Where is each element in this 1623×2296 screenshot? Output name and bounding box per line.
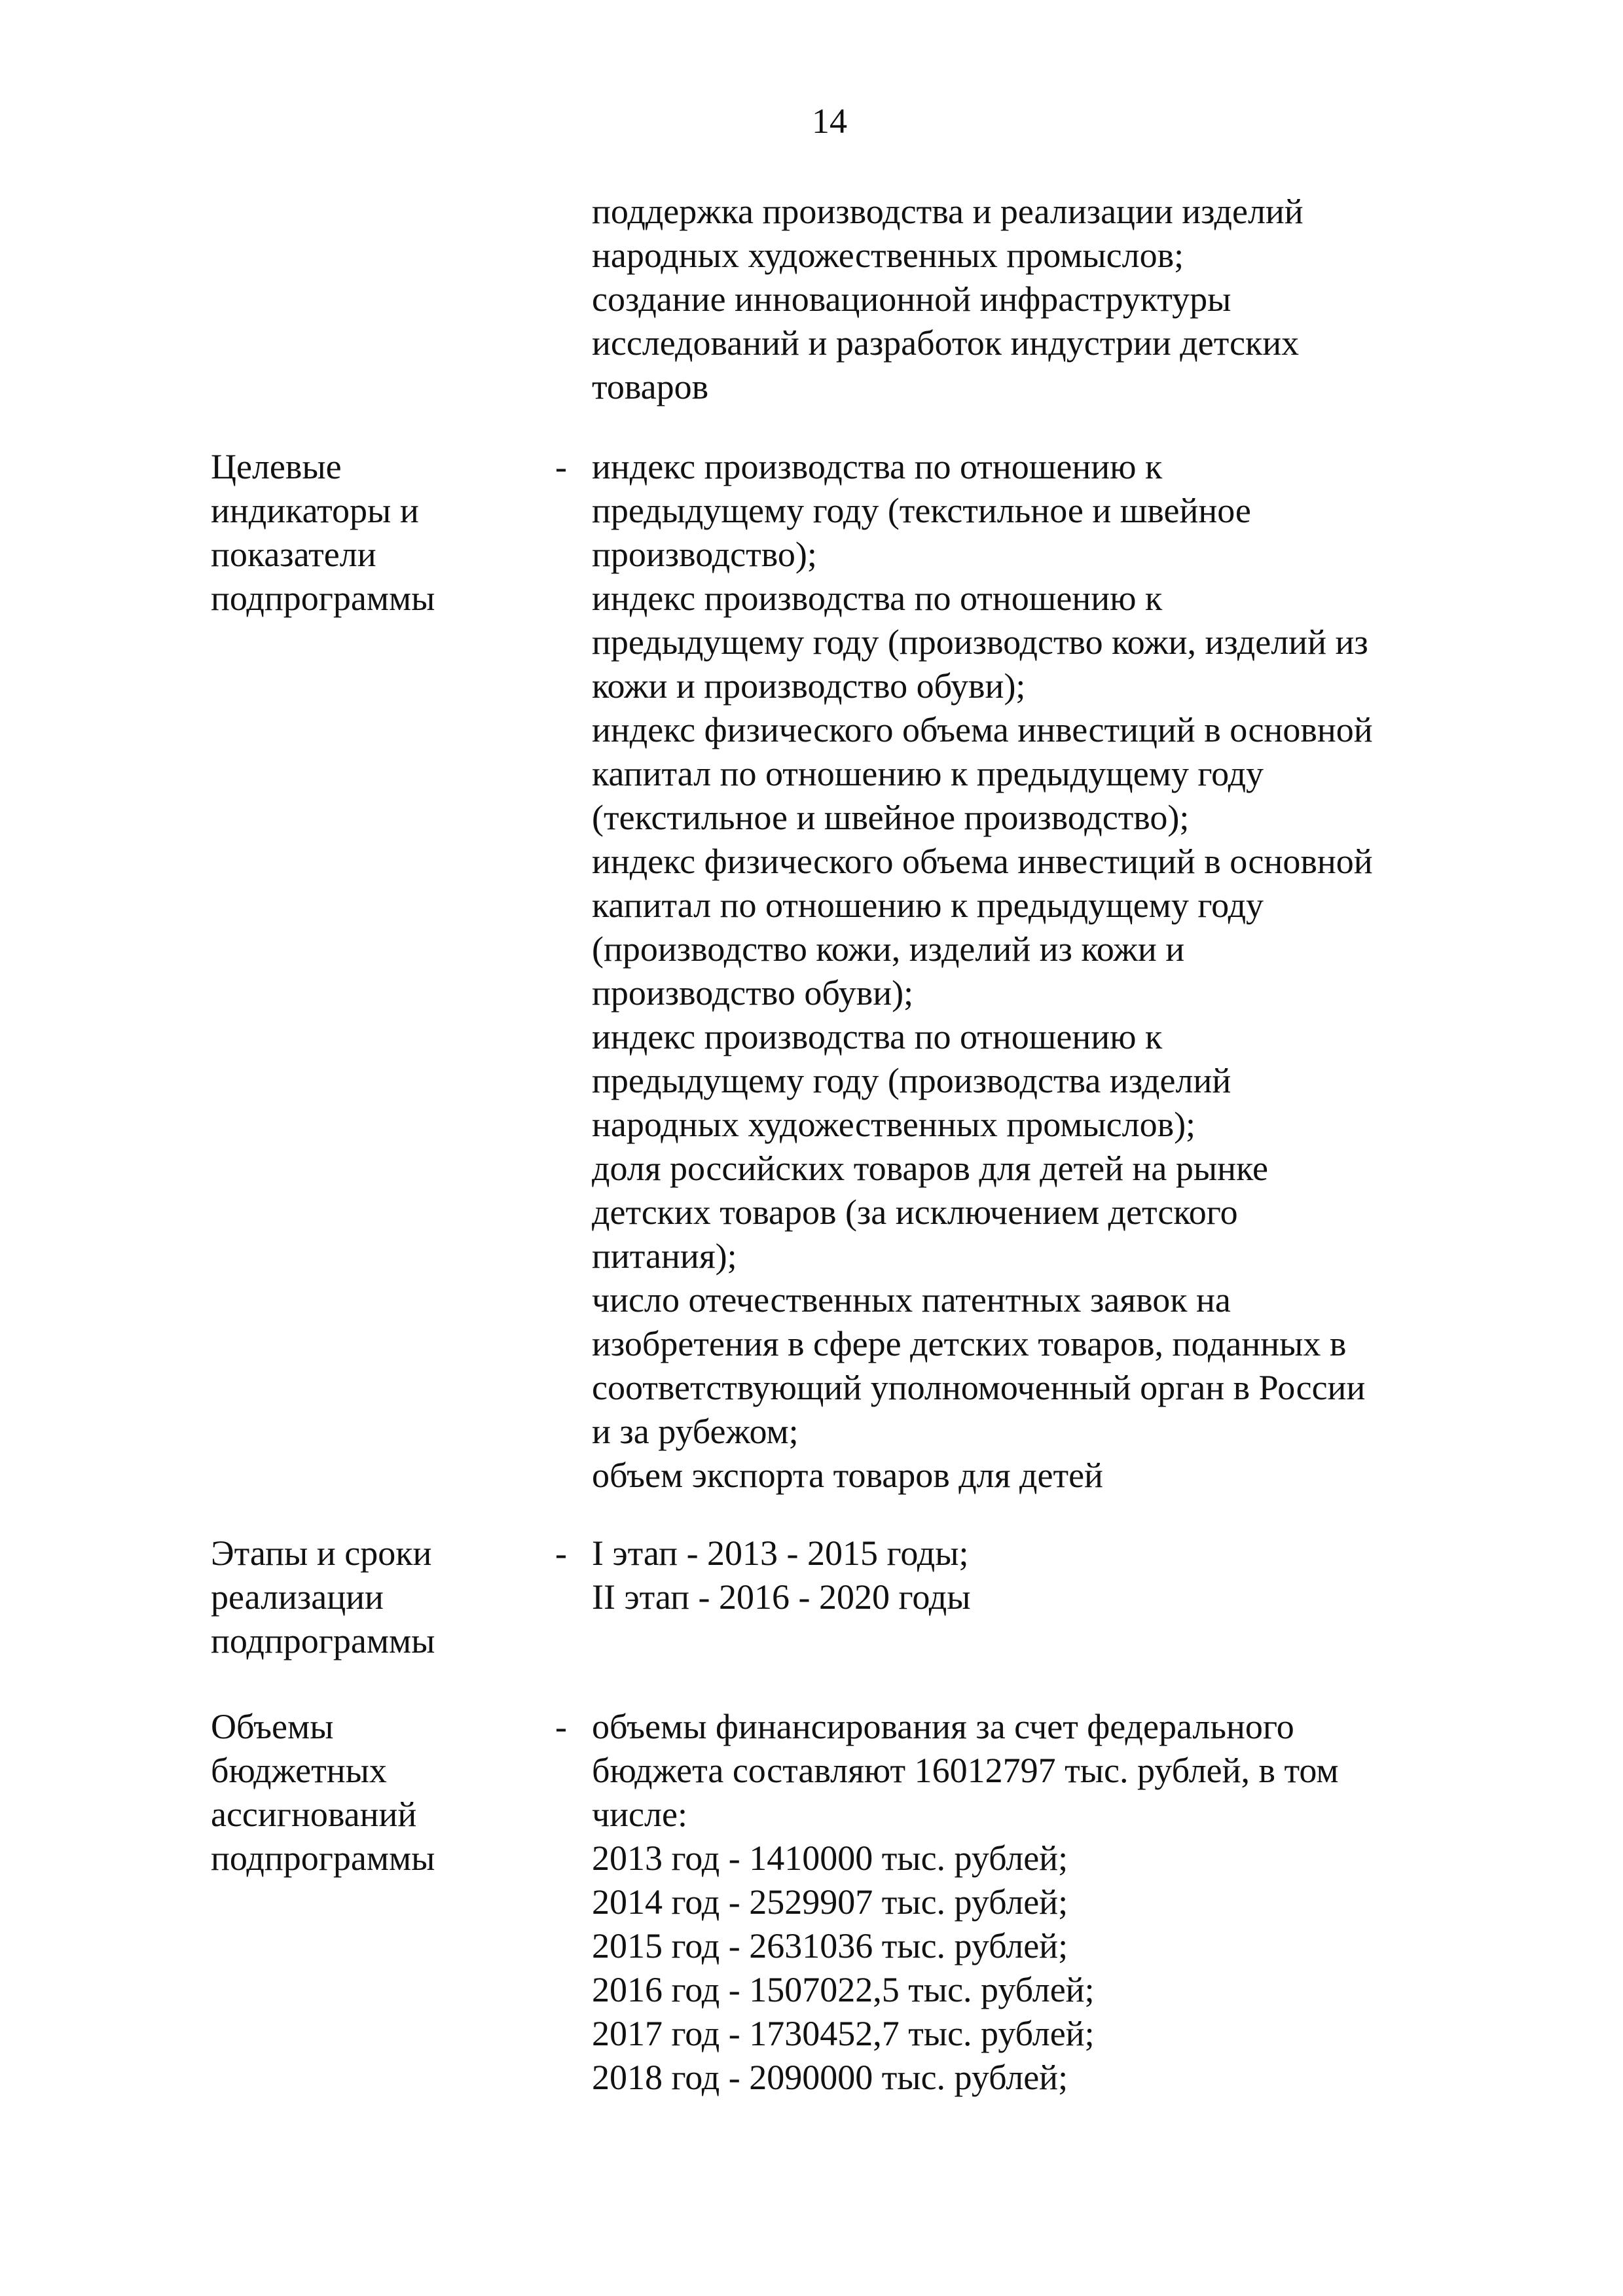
text-line: кожи и производство обуви); (592, 666, 1026, 706)
text-line: I этап - 2013 - 2015 годы; (592, 1534, 969, 1573)
text-line: детских товаров (за исключением детского (592, 1193, 1238, 1232)
text-line: создание инновационной инфраструктуры (592, 279, 1231, 319)
section-dash: - (555, 1707, 567, 1746)
text-line: поддержка производства и реализации изделий (592, 192, 1304, 231)
text-line: 2014 год - 2529907 тыс. рублей; (592, 1882, 1068, 1922)
section-content (592, 1705, 1463, 2100)
text-line: (текстильное и швейное производство); (592, 798, 1190, 837)
section-dash: - (555, 447, 567, 486)
text-line: индекс производства по отношению к (592, 447, 1163, 486)
section-content (592, 445, 1463, 1498)
text-line: 2018 год - 2090000 тыс. рублей; (592, 2058, 1068, 2097)
text-line: народных художественных промыслов; (592, 236, 1184, 275)
page-number: 14 (812, 101, 847, 141)
text-line: предыдущему году (производство кожи, изделий из (592, 622, 1368, 662)
text-line: изобретения в сфере детских товаров, поданных в (592, 1324, 1347, 1363)
text-line: II этап - 2016 - 2020 годы (592, 1577, 971, 1617)
text-line: питания); (592, 1236, 737, 1276)
text-line: капитал по отношению к предыдущему году (592, 886, 1264, 925)
text-line: капитал по отношению к предыдущему году (592, 754, 1264, 793)
text-line: исследований и разработок индустрии детских (592, 323, 1300, 363)
text-line: 2017 год - 1730452,7 тыс. рублей; (592, 2014, 1095, 2053)
text-line: индекс физического объема инвестиций в основной (592, 710, 1373, 749)
text-line: и за рубежом; (592, 1412, 799, 1451)
section-label: Целевые индикаторы и показатели подпрограммы (211, 447, 435, 618)
text-line: числе: (592, 1795, 687, 1834)
section-content (592, 1532, 1463, 1619)
text-line: объемы финансирования за счет федерального (592, 1707, 1294, 1746)
text-line: (производство кожи, изделий из кожи и (592, 929, 1185, 969)
section-dash: - (555, 1534, 567, 1573)
text-line: предыдущему году (производства изделий (592, 1061, 1231, 1100)
text-line: доля российских товаров для детей на рынке (592, 1149, 1268, 1188)
text-line: производство обуви); (592, 973, 914, 1013)
intro-text (592, 190, 1463, 409)
text-line: соответствующий уполномоченный орган в России (592, 1368, 1366, 1407)
text-line: предыдущему году (текстильное и швейное (592, 491, 1251, 530)
text-line: товаров (592, 367, 709, 406)
section-label: Этапы и сроки реализации подпрограммы (211, 1534, 435, 1660)
text-line: бюджета составляют 16012797 тыс. рублей, в том (592, 1751, 1339, 1790)
text-line: 2013 год - 1410000 тыс. рублей; (592, 1839, 1068, 1878)
text-line: индекс производства по отношению к (592, 1017, 1163, 1056)
text-line: индекс физического объема инвестиций в основной (592, 842, 1373, 881)
text-line: 2016 год - 1507022,5 тыс. рублей; (592, 1970, 1095, 2009)
text-line: объем экспорта товаров для детей (592, 1456, 1103, 1495)
text-line: производство); (592, 535, 817, 574)
section-label: Объемы бюджетных ассигнований подпрограммы (211, 1707, 435, 1878)
text-line: число отечественных патентных заявок на (592, 1280, 1231, 1319)
text-line: индекс производства по отношению к (592, 579, 1163, 618)
text-line: народных художественных промыслов); (592, 1105, 1196, 1144)
text-line: 2015 год - 2631036 тыс. рублей; (592, 1926, 1068, 1965)
